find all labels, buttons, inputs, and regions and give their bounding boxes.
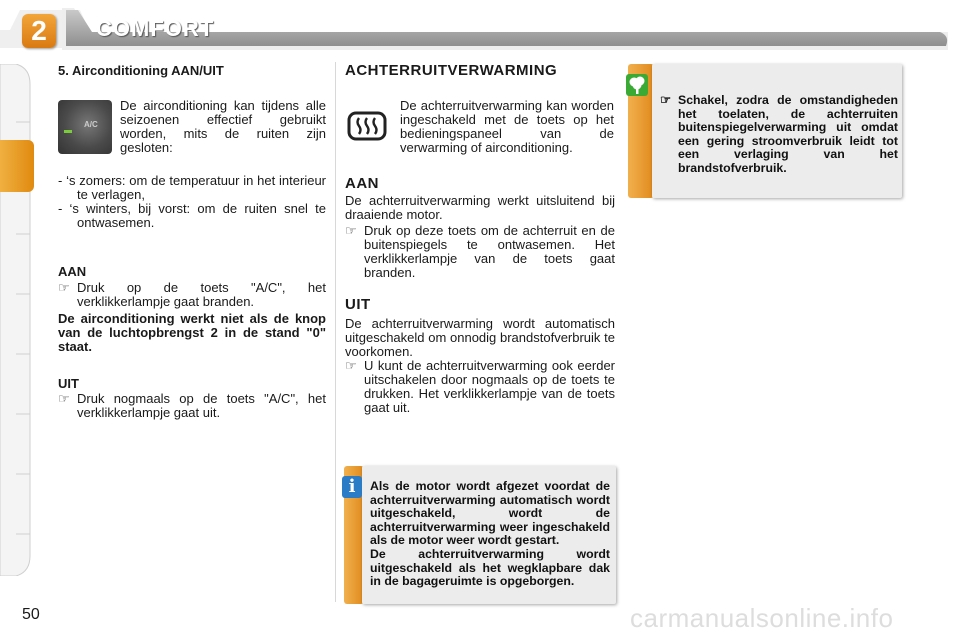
chapter-tab-active[interactable] [0,140,34,192]
pointing-hand-icon: ☞ [345,358,357,373]
info-box-text-2: De achterruitverwarming wordt uitgeschakeld als het wegklapbare dak in de bagageruimte is opgeborgen. [370,547,610,588]
pointing-hand-icon: ☞ [660,93,672,107]
middle-aan-text: De achterruitverwarming werkt uitsluitend bij draaiende motor. [345,193,615,222]
indicator-light-icon [64,130,72,133]
eco-box-text [660,94,898,175]
info-box-text-1: Als de motor wordt afgezet voordat de achterruitverwarming automatisch wordt uitgeschakeld, wordt de achterruitverwarming weer ingeschakeld als de motor weer wordt gestart. [370,479,610,547]
ac-warning-text: De airconditioning werkt niet als de knop van de luchtopbrengst 2 in de stand "0" staat. [58,311,326,354]
middle-uit-heading: UIT [345,296,371,313]
season-item-winter: - ‘s winters, bij vorst: om de ruiten snel te ontwasemen. [58,201,326,230]
section-heading-airconditioning: 5. Airconditioning AAN/UIT [58,63,224,78]
left-aan-list [58,281,326,309]
middle-aan-heading: AAN [345,175,379,192]
section-heading-rear-defrost: ACHTERRUITVERWARMING [345,62,558,79]
middle-uit-list [345,359,615,415]
left-aan-heading: AAN [58,264,87,279]
middle-aan-list [345,224,615,280]
column-divider [335,62,336,602]
season-list [58,174,326,230]
page-number: 50 [22,606,40,623]
pointing-hand-icon: ☞ [58,391,70,406]
tree-icon [626,74,648,96]
ac-icon-label: A/C [84,120,98,129]
chapter-badge: 2 [22,14,56,48]
list-item: ☞ Druk nogmaals op de toets "A/C", het verklikkerlampje gaat uit. [58,391,326,420]
rear-defrost-intro: De achterruitverwarming kan worden ingeschakeld met de toets op het bedieningspaneel van de verwarming of airconditioning. [400,98,614,155]
ac-intro-text: De airconditioning kan tijdens alle seizoenen effectief gebruikt worden, mits de ruiten zijn gesloten: [120,98,326,155]
season-item-summer: - ‘s zomers: om de temperatuur in het interieur te verlagen, [58,173,326,202]
pointing-hand-icon: ☞ [345,223,357,238]
page-title: COMFORT [96,16,215,41]
eco-tip-text: Schakel, zodra de omstandigheden het toelaten, de achterruiten buitenspiegelverwarming uit omdat een gering stroomverbruik leidt tot een verlaging van het brandstofverbruik. [678,93,898,175]
list-item: ☞ U kunt de achterruitverwarming ook eerder uitschakelen door nogmaals op de toets te drukken. Het verklikkerlampje van de toets gaat uit. [345,358,615,415]
list-item: ☞ Druk op deze toets om de achterruit en de buitenspiegels te ontwasemen. Het verklikkerlampje van de toets gaat branden. [345,223,615,280]
middle-uit-text: De achterruitverwarming wordt automatisch uitgeschakeld om onnodig brandstofverbruik te voorkomen. [345,316,615,359]
pointing-hand-icon: ☞ [58,280,70,295]
info-icon: i [342,476,362,498]
list-item: ☞ Druk op de toets "A/C", het verklikkerlampje gaat branden. [58,280,326,309]
watermark: carmanualsonline.info [630,603,894,633]
left-uit-heading: UIT [58,376,79,391]
left-uit-list [58,392,326,420]
rear-defrost-icon [346,108,388,144]
